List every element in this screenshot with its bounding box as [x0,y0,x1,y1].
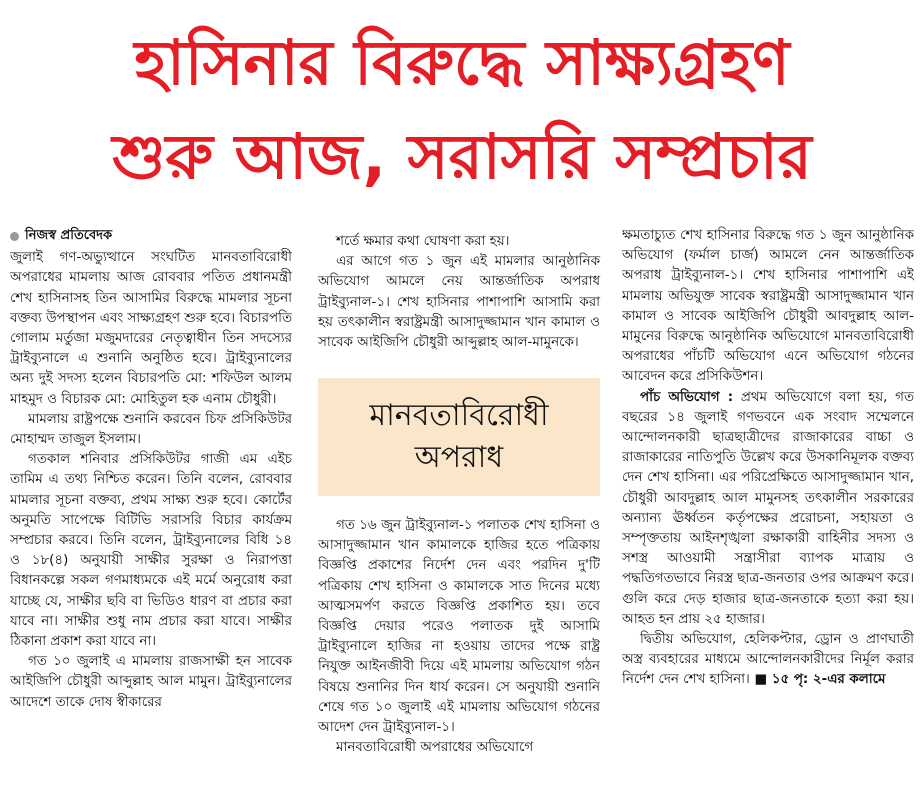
byline-text: নিজস্ব প্রতিবেদক [25,228,113,243]
paragraph: ক্ষমতাচ্যুত শেখ হাসিনার বিরুদ্ধে গত ১ জুন আনুষ্ঠানিক অভিযোগ (ফর্মাল চার্জ) আমলে নেন আন্তর্জাতিক অপরাধ ট্রাইব্যুনাল-১। শেখ হাসিনার পাশাপাশি এই মামলায় অভিযুক্ত সাবেক স্বরাষ্ট্রমন্ত্রী আসাদুজ্জামান খান কামাল ও সাবেক আইজিপি চৌধুরী আবদুল্লাহ আল-মামুনের বিরুদ্ধে আনুষ্ঠানিক অভিযোগে মানবতাবিরোধী অপরাধের পাঁচটি অভিযোগ এনে অভিযোগ গঠনের আবেদন করে প্রসিকিউশন। [622,228,914,385]
headline-line-1: হাসিনার বিরুদ্ধে সাক্ষ্যগ্রহণ [134,26,790,99]
pull-quote-box [318,378,600,496]
headline-line-2: শুরু আজ, সরাসরি সম্প্রচার [112,120,812,193]
paragraph [622,630,914,691]
pull-quote-line-1: মানবতাবিরোধী [369,398,549,433]
paragraph: মানবতাবিরোধী অপরাধের অভিযোগে [336,740,534,756]
paragraph: জুলাই গণ-অভ্যুত্থানে সংঘটিত মানবতাবিরোধী অপরাধের মামলায় আজ রোববার পতিত প্রধানমন্ত্রী শেখ হাসিনাসহ তিন আসামির বিরুদ্ধে মামলার সূচনা বক্তব্য উপস্থাপন এবং সাক্ষ্যগ্রহণ শুরু হবে। বিচারপতি গোলাম মর্তুজা মজুমদারের নেতৃত্বাধীন তিন সদস্যের ট্রাইব্যুনালে এ শুনানি অনুষ্ঠিত হবে। ট্রাইব্যুনালের অন্য দুই সদস্য হলেন বিচারপতি মো: শফিউল আলম মাহমুদ ও বিচারক মো: মোহিতুল হক এনাম চৌধুরী। [10,250,292,407]
subheading: পাঁচ অভিযোগ : [640,389,734,405]
article-column-1 [10,226,292,782]
bullet-icon [10,232,19,241]
paragraph: গতকাল শনিবার প্রসিকিউটর গাজী এম এইচ তামিম এ তথ্য নিশ্চিত করেন। তিনি বলেন, রোববার মামলার সূচনা বক্তব্য, প্রথম সাক্ষ্য শুরু হবে। কোর্টের অনুমতি সাপেক্ষে বিটিভি সরাসরি বিচার কার্যক্রম সম্প্রচার করবে। তিনি বলেন, ট্রাইব্যুনালের বিধি ১৪ ও ১৮(৪) অনুযায়ী সাক্ষীর সুরক্ষা ও নিরাপত্তা বিধানকল্পে সকল গণমাধ্যমকে এই মর্মে অনুরোধ করা যাচ্ছে যে, সাক্ষীর ছবি বা ভিডিও ধারণ বা প্রচার করা যাবে না। সাক্ষীর শুধু নাম প্রচার করা যাবে। সাক্ষীর ঠিকানা প্রকাশ করা যাবে না। [10,452,292,650]
paragraph [622,388,914,630]
article-column-2-top [318,232,600,353]
paragraph: মামলায় রাষ্ট্রপক্ষে শুনানি করবেন চিফ প্রসিকিউটর মোহাম্মদ তাজুল ইসলাম। [10,411,292,448]
pull-quote-line-2: অপরাধ [414,440,504,475]
paragraph: শর্তে ক্ষমার কথা ঘোষণা করা হয়। [336,234,510,249]
paragraph-text: দ্বিতীয় অভিযোগ, হেলিকপ্টার, ড্রোন ও প্রাণঘাতী অস্ত্র ব্যবহারের মাধ্যমে আন্দোলনকারীদের নির্মূল করার নির্দেশ দেন শেখ হাসিনা। [622,632,914,688]
paragraph: গত ১৬ জুন ট্রাইব্যুনাল-১ পলাতক শেখ হাসিনা ও আসাদুজ্জামান খান কামালকে হাজির হতে পত্রিকায় বিজ্ঞপ্তি প্রকাশের নির্দেশ দেন এবং পরদিন দু'টি পত্রিকায় শেখ হাসিনা ও কামালকে সাত দিনের মধ্যে আত্মসমর্পণ করতে বিজ্ঞপ্তি প্রকাশিত হয়। তবে বিজ্ঞপ্তি দেয়ার পরেও পলাতক দুই আসামি ট্রাইব্যুনালে হাজির না হওয়ায় তাদের পক্ষে রাষ্ট্র নিযুক্ত আইনজীবী দিয়ে এই মামলায় অভিযোগ গঠন বিষয়ে শুনানির দিন ধার্য করেন। সে অনুযায়ী শুনানি শেষে গত ১০ জুলাই এই মামলায় অভিযোগ গঠনের আদেশ দেন ট্রাইব্যুনাল-১। [318,518,600,736]
paragraph: গত ১০ জুলাই এ মামলায় রাজসাক্ষী হন সাবেক আইজিপি চৌধুরী আব্দুল্লাহ আল মামুন। ট্রাইব্যুনালের আদেশে তাকে দোষ স্বীকারের [10,654,292,710]
paragraph: এর আগে গত ১ জুন এই মামলার আনুষ্ঠানিক অভিযোগ আমলে নেয় আন্তর্জাতিক অপরাধ ট্রাইব্যুনাল-১। শেখ হাসিনার পাশাপাশি আসামি করা হয় তৎকালীন স্বরাষ্ট্রমন্ত্রী আসাদুজ্জামান খান কামাল ও সাবেক আইজিপি চৌধুরী আব্দুল্লাহ আল-মামুনকে। [318,254,600,351]
paragraph-text: প্রথম অভিযোগে বলা হয়, গত বছরের ১৪ জুলাই গণভবনে এক সংবাদ সম্মেলনে আন্দোলনকারী ছাত্রছাত্রীদের রাজাকারের বাচ্চা ও রাজাকারের নাতিপুতি উল্লেখ করে উসকানিমূলক বক্তব্য দেন শেখ হাসিনা। এর পরিপ্রেক্ষিতে আসাদুজ্জামান খান, চৌধুরী আবদুল্লাহ আল মামুনসহ তৎকালীন সরকারের অন্যান্য ঊর্ধ্বতন কর্তৃপক্ষের প্ররোচনা, সহায়তা ও সম্পৃক্ততায় আইনশৃঙ্খলা রক্ষাকারী বাহিনীর সদস্য ও সশস্ত্র আওয়ামী সন্ত্রাসীরা ব্যাপক মাত্রায় ও পদ্ধতিগতভাবে নিরস্ত্র ছাত্র-জনতার ওপর আক্রমণ করে। গুলি করে দেড় হাজার ছাত্র-জনতাকে হত্যা করা হয়। আহত হন প্রায় ২৫ হাজার। [622,389,914,627]
article-column-3 [622,226,914,782]
byline [10,226,292,246]
continued-jump-link[interactable]: ■ ১৫ পৃ: ২-এর কলামে [749,672,886,688]
article-column-2-bottom [318,516,600,782]
